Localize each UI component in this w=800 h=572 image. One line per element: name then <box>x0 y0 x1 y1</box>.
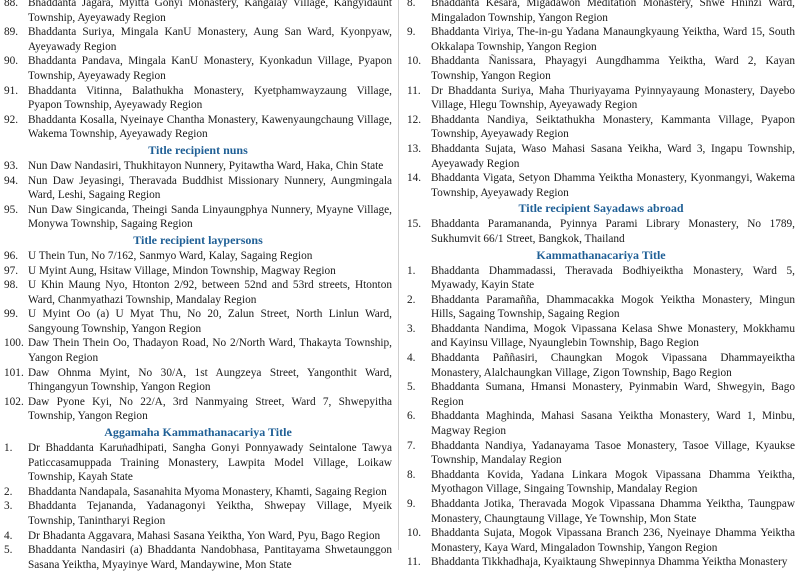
list-item-text: Nun Daw Singicanda, Theingi Sanda Linyaungphya Nunnery, Myayne Village, Monywa Township, Sagaing Region <box>28 203 392 231</box>
list-item-number: 6. <box>407 410 416 423</box>
list-item-text: Bhaddanta Sumana, Hmansi Monastery, Pyinmabin Ward, Shwegyin, Bago Region <box>431 381 795 408</box>
list-item-text: Bhaddanta Nandima, Mogok Vipassana Kelasa Shwe Monastery, Mokkhamu and Kayinsu Village, Nyaunglebin Township, Bago Region <box>431 322 795 350</box>
list-item-number: 10. <box>407 55 422 68</box>
list-item-text: Bhaddanta Sujata, Waso Mahasi Sasana Yeikha, Ward 3, Ingapu Township, Ayeyawady Region <box>431 142 795 170</box>
list-item-number: 4. <box>407 352 416 365</box>
list-item-text: Daw Thein Thein Oo, Thadayon Road, No 2/North Ward, Thakayta Township, Yangon Region <box>28 337 392 365</box>
list-item <box>407 142 795 171</box>
list-item-number: 5. <box>407 381 416 394</box>
list-item-number: 1. <box>407 264 416 277</box>
list-item-number: 99. <box>4 308 19 321</box>
list-item-number: 5. <box>4 544 13 557</box>
left-column <box>4 0 392 572</box>
list-item-text: Bhaddanta Paññasiri, Chaungkan Mogok Vipassana Dhammayeiktha Monastery, Alalchaungkan Village, Zigon Township, Bago Region <box>431 352 795 379</box>
list-item-text: U Myint Oo (a) U Myat Thu, No 20, Zalun Street, North Linlun Ward, Sangyoung Township, Yangon Region <box>28 308 392 335</box>
list-item-number: 14. <box>407 172 422 185</box>
list-item-number: 9. <box>407 498 416 510</box>
list-item <box>4 278 392 307</box>
list-item <box>4 54 392 83</box>
list-item <box>407 351 795 380</box>
list-item-number: 15. <box>407 218 422 231</box>
list-item <box>4 249 392 264</box>
list-item <box>4 529 392 544</box>
list-item <box>4 336 392 365</box>
list-item <box>407 54 795 83</box>
list-item <box>4 0 392 25</box>
list-item-number: 1. <box>4 442 13 455</box>
list-item <box>407 439 795 468</box>
list-item-number: 89. <box>4 26 19 39</box>
column-divider <box>398 0 399 550</box>
list-item <box>4 543 392 572</box>
list-item-text: Dr Bhaddanta Karuṅadhipati, Sangha Gonyi Ponnyawady Seintalone Tawya Paticcasamuppada Training Monastery, Lawpita Model Village, Loikaw Township, Kayah State <box>28 442 392 484</box>
list-item <box>4 264 392 279</box>
list-item <box>4 159 392 174</box>
list-item-text: Bhaddanta Nandasiri (a) Bhaddanta Nandobhasa, Pantitayama Shwetaunggon Sasana Yeiktha, Myayinye Ward, Mandaywine, Mon State <box>28 544 392 571</box>
list-item <box>407 497 795 526</box>
section-heading: Kammathanacariya Title <box>536 247 666 262</box>
list-item-text: Bhaddanta Dhammadassi, Theravada Bodhiyeiktha Monastery, Ward 5, Myawady, Kayin State <box>431 264 795 292</box>
list-item <box>407 468 795 497</box>
list-item-text: Bhaddanta Paramananda, Pyinnya Parami Library Monastery, No 1789, Sukhumvit 66/1 Street, Bangkok, Thailand <box>431 218 795 245</box>
list-item-number: 91. <box>4 84 19 97</box>
list-item-text: Daw Ohnma Myint, No 30/A, 1st Aungzeya Street, Yangonthit Ward, Thingangyun Township, Yangon Region <box>28 366 392 394</box>
list-item-number: 100. <box>4 337 24 350</box>
list-item-number: 95. <box>4 203 19 216</box>
section-heading: Aggamaha Kammathanacariya Title <box>104 425 292 440</box>
list-item-text: Bhaddanta Jotika, Theravada Mogok Vipassana Dhamma Yeiktha, Taungpaw Monastery, Chaungtaung Village, Ye Township, Mon State <box>431 498 795 525</box>
list-item-text: Nun Daw Jeyasingi, Theravada Buddhist Missionary Nunnery, Aungmingala Ward, Leshi, Sagaing Region <box>28 174 392 202</box>
list-item-number: 101. <box>4 366 24 379</box>
list-item <box>407 217 795 246</box>
list-item-text: Bhaddanta Vitinna, Balathukha Monastery, Kyetphamwayzaung Village, Pyapon Township, Ayeyawady Region <box>28 84 392 112</box>
list-item-text: Daw Pyone Kyi, No 22/A, 3rd Nanmyaing Street, Ward 7, Shwepyitha Township, Yangon Region <box>28 395 392 423</box>
list-item-number: 98. <box>4 279 19 292</box>
list-item-number: 8. <box>407 0 416 9</box>
list-item-text: Bhaddanta Nandiya, Seiktathukha Monastery, Kammanta Village, Pyapon Township, Ayeyawady Region <box>431 113 795 141</box>
list-item-text: Bhaddanta Kesara, Migadawon Meditation Monastery, Shwe Hninzi Ward, Mingaladon Township, Yangon Region <box>431 0 795 24</box>
list-item-text: Bhaddanta Suriya, Mingala KanU Monastery, Aung San Ward, Kyonpyaw, Ayeyawady Region <box>28 26 392 53</box>
section-heading: Title recipient nuns <box>148 142 248 157</box>
list-item <box>4 366 392 395</box>
list-item-number: 11. <box>407 556 421 569</box>
list-item <box>407 0 795 25</box>
list-item-number: 2. <box>4 485 13 498</box>
list-item <box>4 485 392 500</box>
list-item-number: 3. <box>407 322 416 335</box>
list-item <box>407 25 795 54</box>
list-item-number: 88. <box>4 0 19 9</box>
list-item <box>407 264 795 293</box>
list-item-text: Bhaddanta Pandava, Mingala KanU Monastery, Kyonkadun Village, Pyapon Township, Ayeyawady Region <box>28 55 392 82</box>
list-item-text: Dr Bhaddanta Suriya, Maha Thuriyayama Pyinnyayaung Monastery, Dayebo Village, Hlegu Township, Ayeyawady Region <box>431 84 795 112</box>
list-item <box>4 84 392 113</box>
list-item-text: Bhaddanta Vigata, Setyon Dhamma Yeiktha Monastery, Kyonmangyi, Wakema Township, Ayeyawady Region <box>431 172 795 199</box>
section-heading: Title recipient laypersons <box>133 232 263 247</box>
list-item-text: Bhaddanta Jagara, Myitta Gonyi Monastery, Kangalay Village, Kangyidaunt Township, Ayeyawady Region <box>28 0 392 24</box>
list-item-text: Bhaddanta Sujata, Mogok Vipassana Branch 236, Nyeinaye Dhamma Yeiktha Monastery, Kaya Ward, Mingaladon Township, Yangon Region <box>431 527 795 554</box>
list-item <box>407 171 795 200</box>
list-item-number: 97. <box>4 264 19 277</box>
list-item <box>407 380 795 409</box>
list-item-text: Bhaddanta Tejananda, Yadanagonyi Yeiktha, Shwepay Village, Myeik Township, Tanintharyi Region <box>28 500 392 527</box>
list-item <box>4 395 392 424</box>
list-item-number: 12. <box>407 113 422 126</box>
list-item <box>407 113 795 142</box>
list-item <box>407 409 795 438</box>
list-item-number: 96. <box>4 249 19 262</box>
section-heading: Title recipient Sayadaws abroad <box>518 201 684 216</box>
list-item-number: 2. <box>407 293 416 306</box>
list-item-number: 13. <box>407 142 422 155</box>
list-item-text: Bhaddanta Nandapala, Sasanahita Myoma Monastery, Khamti, Sagaing Region <box>28 485 387 498</box>
list-item-number: 10. <box>407 527 422 540</box>
list-item-number: 3. <box>4 500 13 513</box>
list-item-number: 90. <box>4 55 19 68</box>
list-item-text: Bhaddanta Ñanissara, Phayagyi Aungdhamma Yeiktha, Ward 2, Kayan Township, Yangon Region <box>431 55 795 82</box>
list-item <box>407 322 795 351</box>
list-item-number: 9. <box>407 26 416 39</box>
list-item <box>407 84 795 113</box>
list-item-number: 4. <box>4 529 13 542</box>
list-item-text: Bhaddanta Viriya, The-in-gu Yadana Manaungkyaung Yeiktha, Ward 15, South Okkalapa Township, Yangon Region <box>431 26 795 53</box>
list-item-number: 92. <box>4 113 19 126</box>
list-item-text: Bhaddanta Tikkhadhaja, Kyaiktaung Shwepinnya Dhamma Yeiktha Monastery <box>431 556 788 569</box>
list-item-number: 94. <box>4 174 19 187</box>
list-item <box>4 307 392 336</box>
right-column <box>407 0 795 570</box>
list-item-number: 102. <box>4 395 24 408</box>
list-item-number: 93. <box>4 159 19 172</box>
list-item-text: Bhaddanta Nandiya, Yadanayama Tasoe Monastery, Tasoe Village, Kyaukse Township, Mandalay Region <box>431 439 795 467</box>
list-item-text: Bhaddanta Kosalla, Nyeinaye Chantha Monastery, Kawenyaungchaung Village, Wakema Township, Ayeyawady Region <box>28 113 392 141</box>
list-item <box>4 113 392 142</box>
list-item-text: U Khin Maung Nyo, Htonton 2/92, between 52nd and 53rd streets, Htonton Ward, Chanmyathazi Township, Mandalay Region <box>28 279 392 306</box>
list-item-text: Nun Daw Nandasiri, Thukhitayon Nunnery, Pyitawtha Ward, Haka, Chin State <box>28 159 384 172</box>
list-item-text: U Thein Tun, No 7/162, Sanmyo Ward, Kalay, Sagaing Region <box>28 249 313 262</box>
list-item-text: Bhaddanta Paramaññа, Dhammacakka Mogok Yeiktha Monastery, Mingun Hills, Sagaing Township, Sagaing Region <box>431 293 795 321</box>
list-item <box>407 526 795 555</box>
list-item-number: 8. <box>407 468 416 481</box>
list-item <box>4 174 392 203</box>
list-item <box>4 441 392 485</box>
list-item <box>407 293 795 322</box>
list-item-number: 7. <box>407 439 416 452</box>
list-item-text: Dr Bhadanta Aggavara, Mahasi Sasana Yeiktha, Yon Ward, Pyu, Bago Region <box>28 529 381 542</box>
list-item-text: Bhaddanta Maghinda, Mahasi Sasana Yeiktha Monastery, Ward 1, Minbu, Magway Region <box>431 410 795 438</box>
list-item <box>407 555 795 570</box>
list-item <box>4 499 392 528</box>
list-item <box>4 203 392 232</box>
list-item-number: 11. <box>407 84 421 97</box>
list-item-text: Bhaddanta Kovida, Yadana Linkara Mogok Vipassana Dhamma Yeiktha, Myothagon Village, Singaing Township, Mandalay Region <box>431 468 795 496</box>
list-item-text: U Myint Aung, Hsitaw Village, Mindon Township, Magway Region <box>28 264 336 277</box>
list-item <box>4 25 392 54</box>
